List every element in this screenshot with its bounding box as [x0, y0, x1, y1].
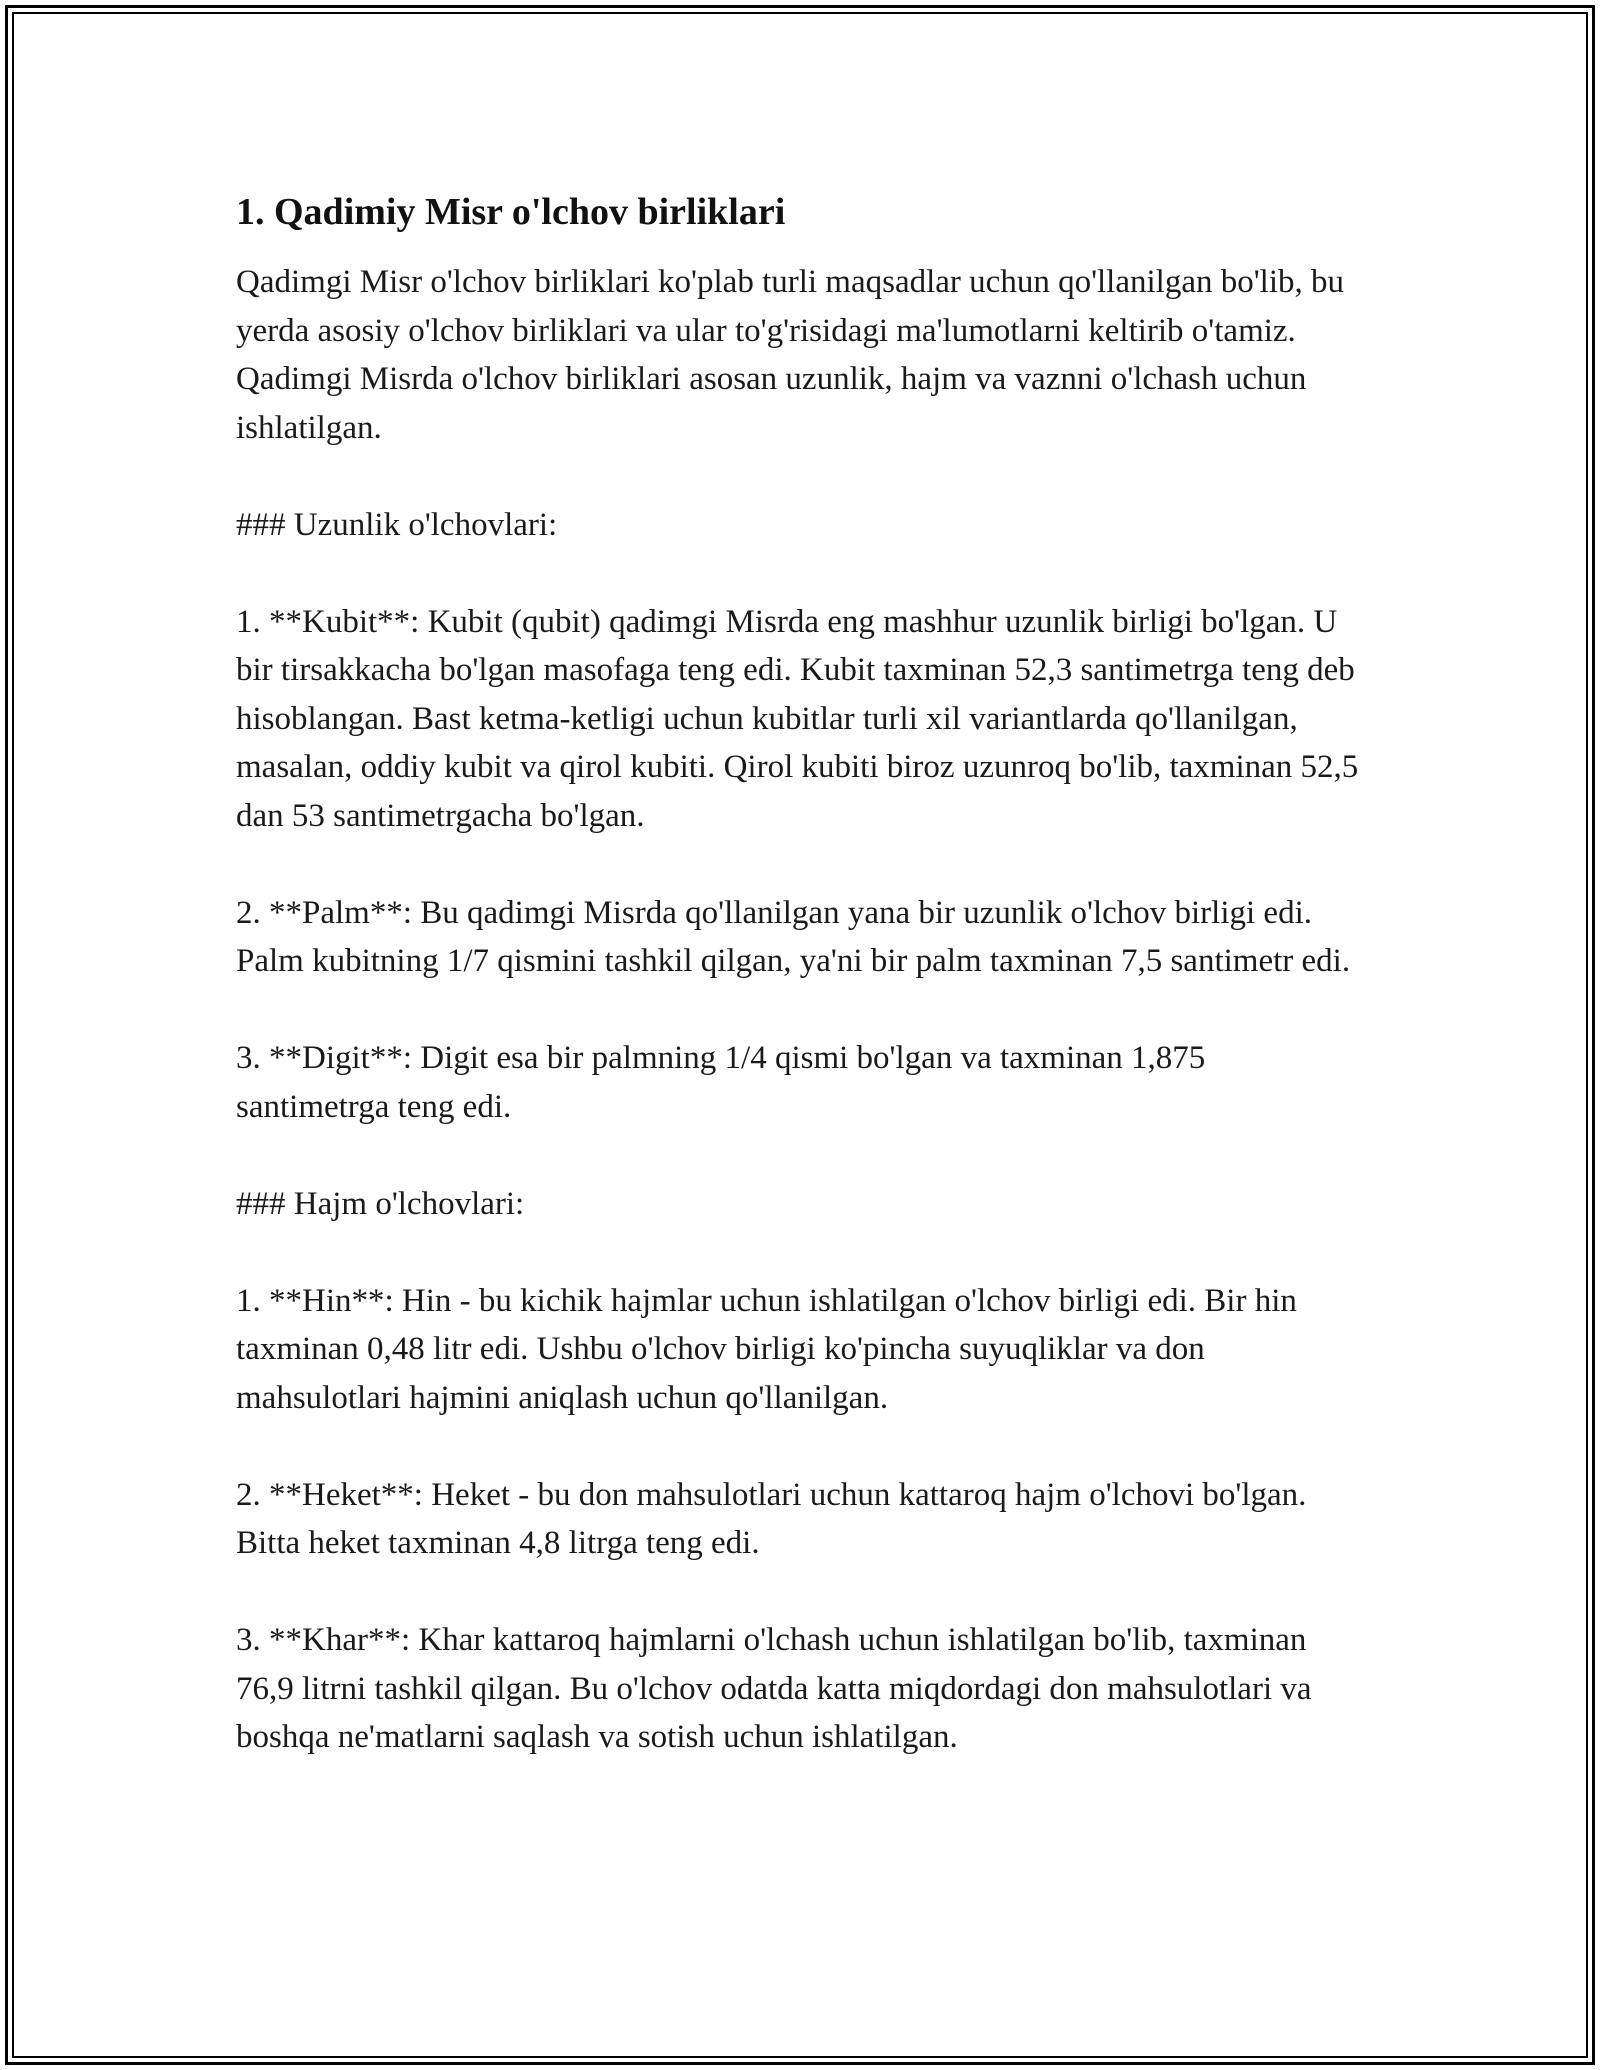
section-title: 1. Qadimiy Misr o'lchov birliklari	[236, 191, 786, 233]
document-body	[236, 180, 1366, 1810]
item-khar: 3. **Khar**: Khar kattaroq hajmlarni o'lchash uchun ishlatilgan bo'lib, taxminan 76,9 litrni tashkil qilgan. Bu o'lchov odatda katta miqdordagi don mahsulotlari va boshqa ne'matlarni saqlash va sotish uchun ishlatilgan.	[236, 1622, 1312, 1755]
intro-paragraph: Qadimgi Misr o'lchov birliklari ko'plab turli maqsadlar uchun qo'llanilgan bo'lib, bu yerda asosiy o'lchov birliklari va ular to'g'risidagi ma'lumotlarni keltirib o'tamiz. Qadimgi Misrda o'lchov birliklari asosan uzunlik, hajm va vaznni o'lchash uchun ishlatilgan.	[236, 264, 1345, 446]
item-hin: 1. **Hin**: Hin - bu kichik hajmlar uchun ishlatilgan o'lchov birligi edi. Bir hin taxminan 0,48 litr edi. Ushbu o'lchov birligi ko'pincha suyuqliklar va don mahsulotlari hajmini aniqlash uchun qo'llanilgan.	[236, 1282, 1297, 1416]
item-kubit: 1. **Kubit**: Kubit (qubit) qadimgi Misrda eng mashhur uzunlik birligi bo'lgan. U bir tirsakkacha bo'lgan masofaga teng edi. Kubit taxminan 52,3 santimetrga teng deb hisoblangan. Bast ketma-ketligi uchun kubitlar turli xil variantlarda qo'llanilgan, masalan, oddiy kubit va qirol kubiti. Qirol kubiti biroz uzunroq bo'lib, taxminan 52,5 dan 53 santimetrgacha bo'lgan.	[236, 603, 1359, 834]
item-palm: 2. **Palm**: Bu qadimgi Misrda qo'llanilgan yana bir uzunlik o'lchov birligi edi. Palm kubitning 1/7 qismini tashkil qilgan, ya'ni bir palm taxminan 7,5 santimetr edi.	[236, 894, 1351, 979]
item-heket: 2. **Heket**: Heket - bu don mahsulotlari uchun kattaroq hajm o'lchovi bo'lgan. Bitta heket taxminan 4,8 litrga teng edi.	[236, 1476, 1307, 1561]
subheading-length: ### Uzunlik o'lchovlari:	[236, 506, 558, 543]
item-digit: 3. **Digit**: Digit esa bir palmning 1/4 qismi bo'lgan va taxminan 1,875 santimetrga teng edi.	[236, 1040, 1206, 1125]
subheading-volume: ### Hajm o'lchovlari:	[236, 1185, 525, 1222]
